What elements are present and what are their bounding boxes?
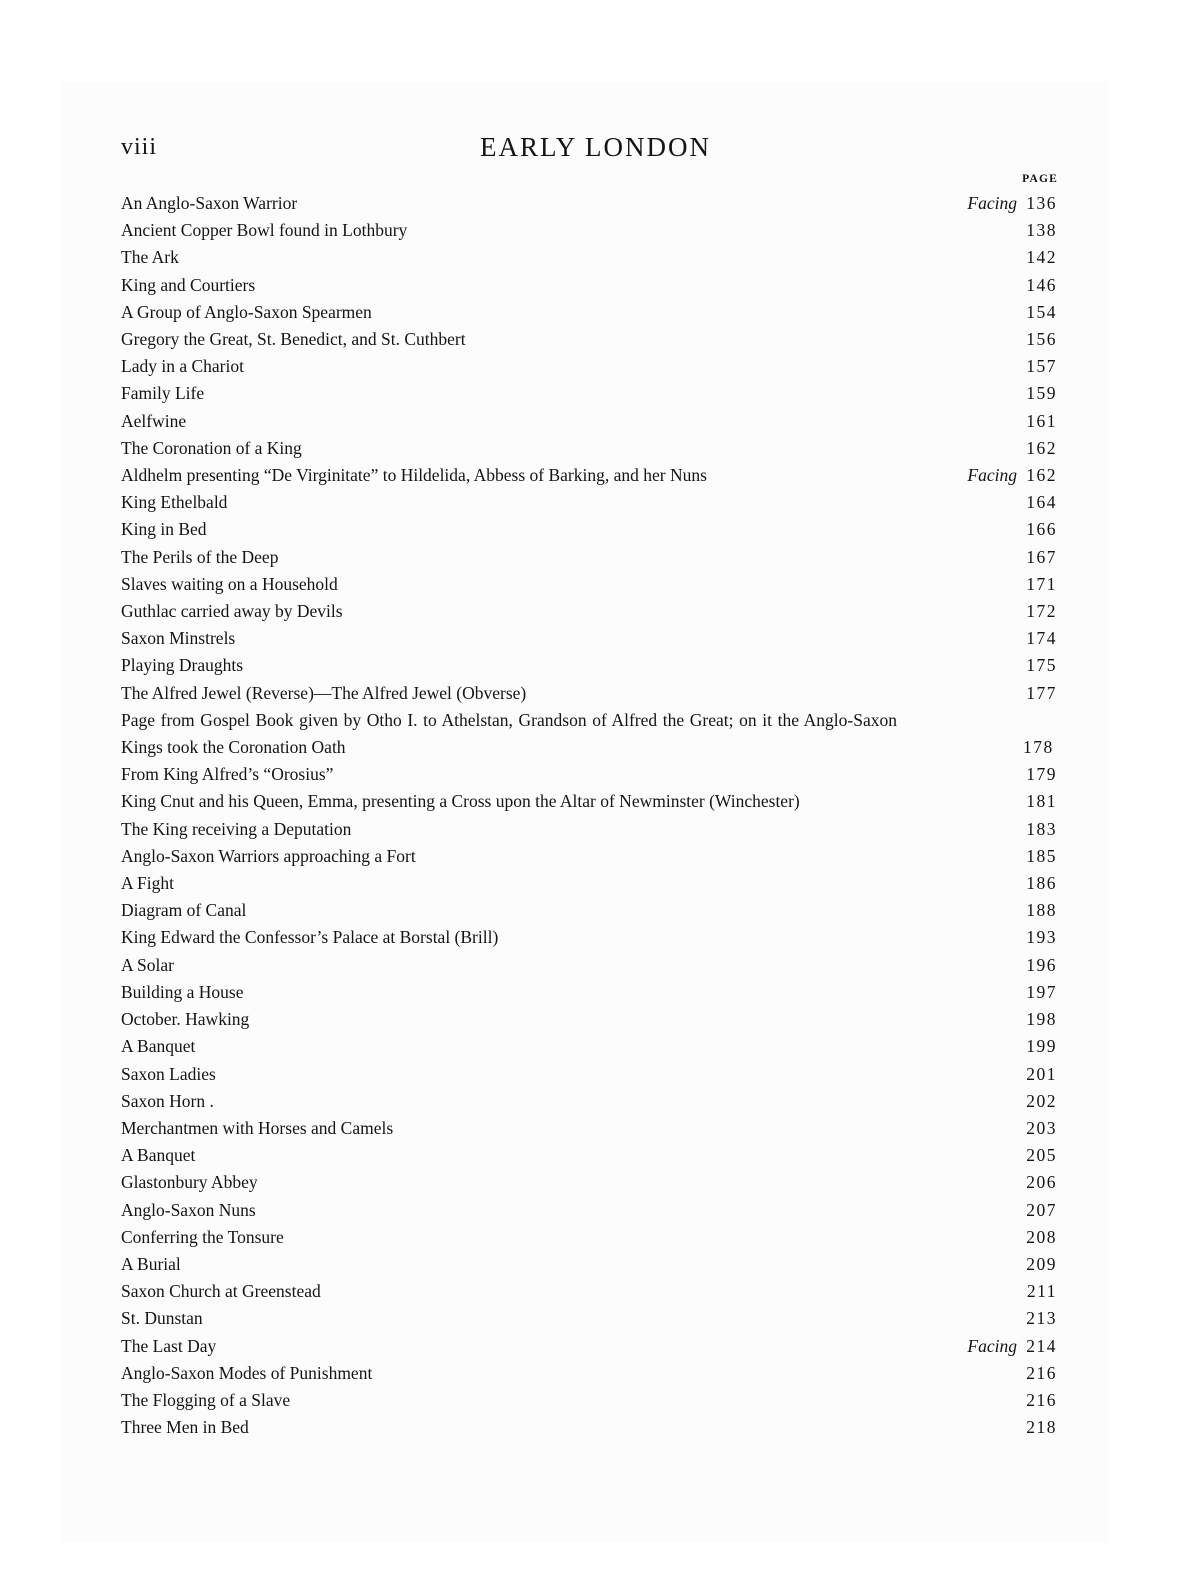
entry-page-ref: [1023, 1006, 1057, 1033]
list-item: [121, 979, 1057, 1006]
list-item: [121, 190, 1057, 217]
illustration-title: The Coronation of a King: [121, 437, 302, 458]
list-item: [121, 1033, 1057, 1060]
list-item: [121, 272, 1057, 299]
page-number: 178: [1023, 737, 1054, 758]
list-item: [121, 598, 1057, 625]
page-number: 162: [1026, 465, 1057, 486]
page-number: 156: [1026, 329, 1057, 350]
entry-page-ref: [1023, 1061, 1057, 1088]
page-number: 167: [1026, 546, 1057, 567]
illustration-title: A Fight: [121, 873, 175, 894]
illustration-title: Saxon Horn .: [121, 1090, 214, 1111]
list-item: [121, 625, 1057, 652]
entry-page-ref: [1023, 897, 1057, 924]
list-item: [121, 843, 1057, 870]
list-item: [121, 870, 1057, 897]
entry-page-ref: [1023, 870, 1057, 897]
entry-page-ref: [1023, 625, 1057, 652]
entry-page-ref: [1023, 1169, 1057, 1196]
facing-label: Facing: [967, 1335, 1017, 1356]
entry-page-ref: [1023, 1414, 1057, 1441]
list-item: [121, 353, 1057, 380]
page-number: 199: [1026, 1036, 1057, 1057]
page-number: 196: [1026, 954, 1057, 975]
illustration-title: King and Courtiers: [121, 274, 256, 295]
page-number: 218: [1026, 1417, 1057, 1438]
entry-page-ref: [1023, 952, 1057, 979]
page-number: 161: [1026, 410, 1057, 431]
entry-page-ref: [1023, 1142, 1057, 1169]
page-number: 202: [1026, 1090, 1057, 1111]
list-item: [121, 489, 1057, 516]
entry-page-ref: [1023, 217, 1057, 244]
illustration-title: Conferring the Tonsure: [121, 1226, 284, 1247]
illustration-title: Glastonbury Abbey: [121, 1172, 258, 1193]
list-item: [121, 1088, 1057, 1115]
page-number: 193: [1026, 927, 1057, 948]
entry-page-ref: [1023, 299, 1057, 326]
list-item: [121, 571, 1057, 598]
entry-page-ref: [1023, 734, 1057, 761]
illustration-title: A Group of Anglo-Saxon Spearmen: [121, 301, 372, 322]
page-number: 146: [1026, 274, 1057, 295]
illustration-title: Page from Gospel Book given by Otho I. to Athelstan, Grandson of Alfred the Great; on it the Anglo-Saxon Kings took the Coronation Oath: [121, 709, 897, 758]
entry-page-ref: [1023, 1305, 1057, 1332]
list-item: [121, 897, 1057, 924]
list-item: [121, 1360, 1057, 1387]
illustration-title: Saxon Church at Greenstead: [121, 1281, 321, 1302]
illustration-title: Saxon Minstrels: [121, 628, 236, 649]
page-number: 157: [1026, 356, 1057, 377]
entry-page-ref: [1023, 1115, 1057, 1142]
list-item: [121, 544, 1057, 571]
list-item: [121, 1169, 1057, 1196]
page-number: 216: [1026, 1389, 1057, 1410]
illustration-title: The Flogging of a Slave: [121, 1389, 291, 1410]
facing-label: Facing: [967, 465, 1017, 486]
illustration-title: Aldhelm presenting “De Virginitate” to Hildelida, Abbess of Barking, and her Nuns: [121, 465, 707, 486]
entry-page-ref: [1023, 1278, 1057, 1305]
page-number: 166: [1026, 519, 1057, 540]
illustration-title: A Banquet: [121, 1036, 196, 1057]
page-number: 142: [1026, 247, 1057, 268]
illustration-title: Ancient Copper Bowl found in Lothbury: [121, 220, 408, 241]
page-number: 201: [1026, 1063, 1057, 1084]
page-number: 188: [1026, 900, 1057, 921]
page-number: 174: [1026, 628, 1057, 649]
page-number: 211: [1026, 1281, 1057, 1302]
illustration-title: Guthlac carried away by Devils: [121, 601, 343, 622]
list-item: [121, 652, 1057, 679]
entry-page-ref: [967, 462, 1057, 489]
entry-page-ref: [1023, 680, 1057, 707]
list-item: [121, 761, 1057, 788]
list-item: [121, 1251, 1057, 1278]
list-item: [121, 244, 1057, 271]
illustration-title: Aelfwine: [121, 410, 187, 431]
page-column-heading: PAGE: [1022, 173, 1058, 185]
page-number: 164: [1026, 492, 1057, 513]
list-item: [121, 435, 1057, 462]
page-number: 183: [1026, 818, 1057, 839]
entry-page-ref: [1023, 435, 1057, 462]
page-number: 181: [1026, 791, 1057, 812]
page-number: 136: [1026, 193, 1057, 213]
list-item: [121, 924, 1057, 951]
illustration-title: October. Hawking: [121, 1009, 250, 1030]
list-item: [121, 516, 1057, 543]
entry-page-ref: [1023, 516, 1057, 543]
entry-page-ref: [1023, 571, 1057, 598]
entry-page-ref: [1023, 353, 1057, 380]
illustration-title: Three Men in Bed: [121, 1417, 249, 1438]
illustration-title: Building a House: [121, 981, 244, 1002]
list-item: [121, 380, 1057, 407]
page-number: 206: [1026, 1172, 1057, 1193]
entry-page-ref: [1023, 1197, 1057, 1224]
entry-page-ref: [1023, 816, 1057, 843]
entry-page-ref: [1023, 1033, 1057, 1060]
page-number: 213: [1026, 1308, 1057, 1329]
list-item: [121, 1305, 1057, 1332]
entry-page-ref: [1023, 380, 1057, 407]
page-number: 208: [1026, 1226, 1057, 1247]
entry-page-ref: [1023, 761, 1057, 788]
page-number: 198: [1026, 1009, 1057, 1030]
page-number: 179: [1026, 764, 1057, 785]
entry-page-ref: [1023, 489, 1057, 516]
page-number: 185: [1026, 845, 1057, 866]
entry-page-ref: [1023, 843, 1057, 870]
list-item: [121, 816, 1057, 843]
illustration-title: Gregory the Great, St. Benedict, and St. Cuthbert: [121, 329, 466, 350]
entry-page-ref: [967, 190, 1057, 217]
entry-page-ref: [1023, 1088, 1057, 1115]
list-item: [121, 788, 1057, 815]
illustration-title: Playing Draughts: [121, 655, 244, 676]
illustration-title: A Burial: [121, 1253, 181, 1274]
entry-page-ref: [1023, 272, 1057, 299]
page-number: 171: [1026, 573, 1057, 594]
entry-page-ref: [1023, 598, 1057, 625]
list-item: [121, 952, 1057, 979]
page-number: 177: [1026, 682, 1057, 703]
illustration-title: A Solar: [121, 954, 174, 975]
illustration-title: Merchantmen with Horses and Camels: [121, 1117, 394, 1138]
page-folio: viii: [121, 134, 158, 160]
illustration-title: From King Alfred’s “Orosius”: [121, 764, 334, 785]
list-item: [121, 1278, 1057, 1305]
illustration-title: Anglo-Saxon Nuns: [121, 1199, 256, 1220]
page-number: 197: [1026, 981, 1057, 1002]
page-number: 214: [1026, 1335, 1057, 1356]
list-item: [121, 1333, 1057, 1360]
entry-page-ref: [1023, 326, 1057, 353]
illustration-title: Slaves waiting on a Household: [121, 573, 338, 594]
running-head-title: EARLY LONDON: [479, 132, 712, 162]
list-item: [121, 707, 1057, 761]
illustration-title: Anglo-Saxon Modes of Punishment: [121, 1362, 373, 1383]
illustration-title: King Ethelbald: [121, 492, 228, 513]
page-number: 138: [1026, 220, 1057, 241]
entry-page-ref: [1023, 244, 1057, 271]
page-number: 216: [1026, 1362, 1057, 1383]
entry-page-ref: [1023, 1360, 1057, 1387]
list-item: [121, 217, 1057, 244]
page-number: 203: [1026, 1117, 1057, 1138]
page-number: 154: [1026, 301, 1057, 322]
list-item: [121, 408, 1057, 435]
illustration-title: Anglo-Saxon Warriors approaching a Fort: [121, 845, 416, 866]
illustration-title: King Edward the Confessor’s Palace at Borstal (Brill): [121, 927, 499, 948]
page-number: 162: [1026, 437, 1057, 458]
entry-page-ref: [1023, 544, 1057, 571]
illustration-title: The Last Day: [121, 1335, 217, 1356]
illustration-title: St. Dunstan: [121, 1308, 203, 1329]
entry-page-ref: [967, 1333, 1057, 1360]
list-item: [121, 680, 1057, 707]
entry-page-ref: [1023, 1387, 1057, 1414]
list-item: [121, 326, 1057, 353]
list-item: [121, 299, 1057, 326]
illustration-title: A Banquet: [121, 1145, 196, 1166]
entry-page-ref: [1023, 788, 1057, 815]
page-number: 172: [1026, 601, 1057, 622]
illustration-title: The Alfred Jewel (Reverse)—The Alfred Jewel (Obverse): [121, 682, 527, 703]
facing-label: Facing: [967, 193, 1017, 213]
entry-page-ref: [1023, 408, 1057, 435]
page-number: 159: [1026, 383, 1057, 404]
entry-page-ref: [1023, 979, 1057, 1006]
illustration-title: Diagram of Canal: [121, 900, 247, 921]
list-item: [121, 1224, 1057, 1251]
list-item: [121, 1006, 1057, 1033]
page-number: 207: [1026, 1199, 1057, 1220]
list-item: [121, 1115, 1057, 1142]
illustration-title: Saxon Ladies: [121, 1063, 216, 1084]
list-item: [121, 1387, 1057, 1414]
illustration-title: King Cnut and his Queen, Emma, presenting a Cross upon the Altar of Newminster (Winchester): [121, 791, 800, 812]
page-number: 209: [1026, 1253, 1057, 1274]
illustration-title: The Perils of the Deep: [121, 546, 279, 567]
illustration-title: Family Life: [121, 383, 205, 404]
illustrations-list: [121, 190, 1057, 1441]
illustration-title: The Ark: [121, 247, 179, 268]
list-item: [121, 1197, 1057, 1224]
list-item: [121, 1414, 1057, 1441]
page-number: 175: [1026, 655, 1057, 676]
illustration-title: The King receiving a Deputation: [121, 818, 352, 839]
illustration-title: King in Bed: [121, 519, 207, 540]
page-number: 205: [1026, 1145, 1057, 1166]
illustration-title: Lady in a Chariot: [121, 356, 244, 377]
entry-page-ref: [1023, 652, 1057, 679]
page-number: 186: [1026, 873, 1057, 894]
entry-page-ref: [1023, 924, 1057, 951]
entry-page-ref: [1023, 1251, 1057, 1278]
list-item: [121, 1142, 1057, 1169]
list-item: [121, 462, 1057, 489]
list-item: [121, 1061, 1057, 1088]
illustration-title: An Anglo-Saxon Warrior: [121, 193, 298, 213]
entry-page-ref: [1023, 1224, 1057, 1251]
